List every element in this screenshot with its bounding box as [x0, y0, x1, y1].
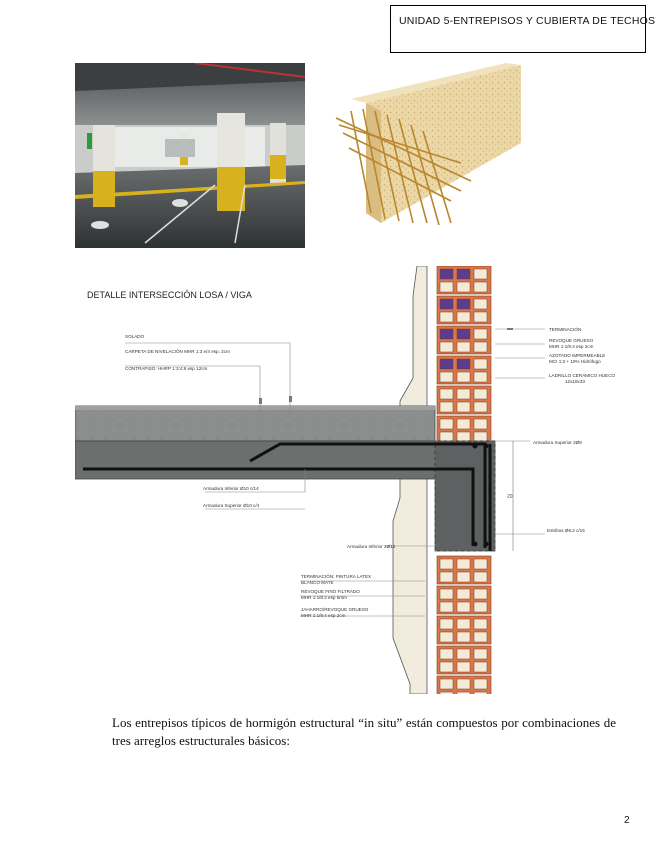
brick-hole [457, 559, 470, 569]
brick-hole [474, 389, 487, 399]
brick-hole [440, 589, 453, 599]
brick-hole [474, 632, 487, 642]
brick-hole [474, 282, 487, 292]
brick-hole [457, 589, 470, 599]
detail-title: DETALLE INTERSECCIÓN LOSA / VIGA [87, 290, 252, 300]
brick-hole [440, 432, 453, 442]
brick-hole [474, 559, 487, 569]
brick-hole [457, 389, 470, 399]
brick-hole [440, 312, 453, 322]
label-ladrillo: LADRILLO CERÁMICO HUECO [549, 373, 616, 378]
brick-hole [457, 432, 470, 442]
label-terminacion-pintura-color: BLANCO MATE [301, 580, 334, 585]
brick-hole [474, 662, 487, 672]
brick-hole [474, 589, 487, 599]
label-armadura-superior: Armadura Superior 2Ø8 [533, 440, 582, 445]
label-revoque-grueso-spec: MHR 1:1/8:4 esp 2cm [549, 344, 594, 349]
label-armadura-inferior-losa: Armadura Inferior Ø10 c/14 [203, 486, 259, 491]
label-jaharro: JAHARRO/REVOQUE GRUESO [301, 607, 369, 612]
brick-hole [440, 559, 453, 569]
label-carpeta: CARPETA DE NIVELACIÓN MHR 1:3 e/4 esp. 2cm [125, 349, 230, 354]
label-revoque-grueso: REVOQUE GRUESO [549, 338, 594, 343]
label-revoque-fino: REVOQUE FINO FILTRADO [301, 589, 360, 594]
brick-hole [474, 649, 487, 659]
brick-hole [474, 679, 487, 689]
brick-hole [457, 402, 470, 412]
brick-hole [440, 402, 453, 412]
brick-hole [474, 619, 487, 629]
brick-hole [457, 372, 470, 382]
label-solado: SOLADO [125, 334, 145, 339]
brick-hole [457, 692, 470, 694]
label-armadura-superior-losa: Armadura Superior Ø10 c/4 [203, 503, 260, 508]
brick-hole [474, 419, 487, 429]
brick-hole [440, 282, 453, 292]
brick-hole [474, 572, 487, 582]
brick-hole [440, 419, 453, 429]
brick-hole [474, 329, 487, 339]
brick-hole [457, 419, 470, 429]
unit-title: UNIDAD 5-ENTREPISOS Y CUBIERTA DE TECHOS [399, 15, 655, 27]
dimension-label: 20 [507, 494, 513, 500]
brick-hole [440, 389, 453, 399]
brick-hole [474, 432, 487, 442]
brick-hole [474, 372, 487, 382]
brick-hole [457, 282, 470, 292]
brick-hole [440, 679, 453, 689]
label-terminacion-pintura: TERMINACIÓN: PINTURA LATEX [301, 574, 372, 579]
label-contrapiso: CONTRAPISO: HHRP 1:3:4:8 esp 12cm [125, 366, 208, 371]
brick-hole [457, 299, 470, 309]
brick-hole [474, 312, 487, 322]
body-paragraph: Los entrepisos típicos de hormigón estructural “in situ” están compuestos por combinaciones de tres arreglos estructurales básicos: [112, 715, 616, 748]
brick-hole [457, 679, 470, 689]
label-ladrillo-size: 12x18x33 [565, 379, 585, 384]
label-estribos: Estribos Ø6.2 c/15 [547, 528, 585, 533]
slab-reinforcement-illustration [311, 63, 526, 248]
parking-garage-photo [75, 63, 305, 248]
brick-hole [474, 299, 487, 309]
brick-hole [440, 602, 453, 612]
label-azotado: AZOTADO IMPERMEABLE [549, 353, 606, 358]
brick-hole [440, 692, 453, 694]
label-revoque-fino-spec: MHR 1:1/8:2 esp 5mm [301, 595, 347, 600]
brick-hole [457, 649, 470, 659]
brick-hole [474, 692, 487, 694]
page-number: 2 [624, 815, 630, 826]
brick-hole [440, 649, 453, 659]
brick-hole [440, 662, 453, 672]
brick-hole [474, 402, 487, 412]
brick-hole [440, 359, 453, 369]
label-jaharro-spec: MHR 1:1/8:4 esp 2cm [301, 613, 346, 618]
brick-hole [474, 602, 487, 612]
brick-hole [457, 269, 470, 279]
brick-hole [457, 662, 470, 672]
brick-hole [457, 359, 470, 369]
brick-hole [440, 299, 453, 309]
brick-hole [457, 632, 470, 642]
brick-hole [440, 632, 453, 642]
brick-hole [474, 269, 487, 279]
brick-hole [440, 342, 453, 352]
brick-hole [440, 372, 453, 382]
label-armadura-inferior-viga: Armadura Inferior 2Ø12 [347, 544, 396, 549]
brick-hole [457, 619, 470, 629]
brick-hole [474, 342, 487, 352]
brick-hole [457, 342, 470, 352]
unit-header-box [390, 5, 655, 53]
label-azotado-spec: MCI 1:3 + 10% Hidrófugo [549, 359, 601, 364]
brick-hole [474, 359, 487, 369]
brick-hole [440, 572, 453, 582]
slab-beam-detail-drawing [75, 266, 620, 694]
brick-hole [440, 269, 453, 279]
brick-hole [457, 602, 470, 612]
brick-hole [440, 329, 453, 339]
brick-hole [457, 572, 470, 582]
brick-hole [457, 329, 470, 339]
brick-hole [440, 619, 453, 629]
brick-hole [457, 312, 470, 322]
label-terminacion: TERMINACIÓN [549, 327, 582, 332]
